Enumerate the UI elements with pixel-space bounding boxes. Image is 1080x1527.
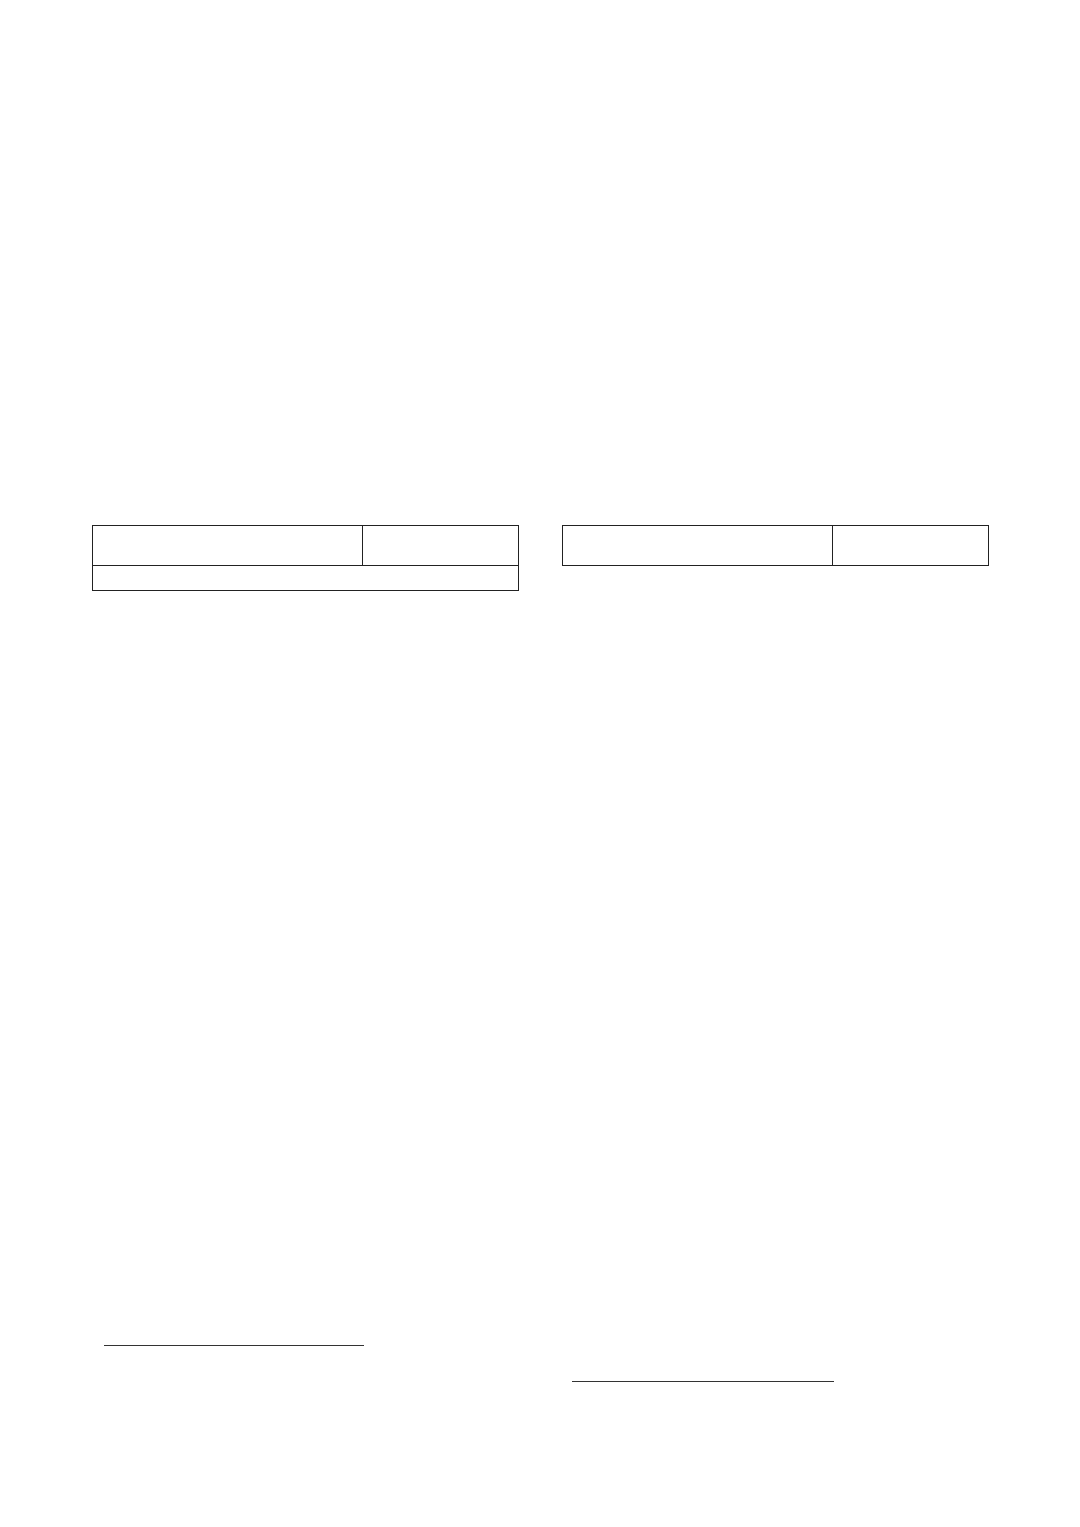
group-row (93, 566, 519, 591)
footnote-separator-left (104, 1345, 364, 1346)
table-header-row (563, 526, 989, 566)
column-header-name (93, 526, 363, 566)
footnote-separator-right (572, 1381, 834, 1382)
column-header-abbr (833, 526, 989, 566)
column-header-name (563, 526, 833, 566)
group-label-amino-acids (93, 566, 519, 591)
table-header-row (93, 526, 519, 566)
analyte-table-right (562, 525, 989, 566)
column-header-abbr (363, 526, 519, 566)
footnote (104, 1356, 524, 1386)
analyte-table-left (92, 525, 519, 591)
